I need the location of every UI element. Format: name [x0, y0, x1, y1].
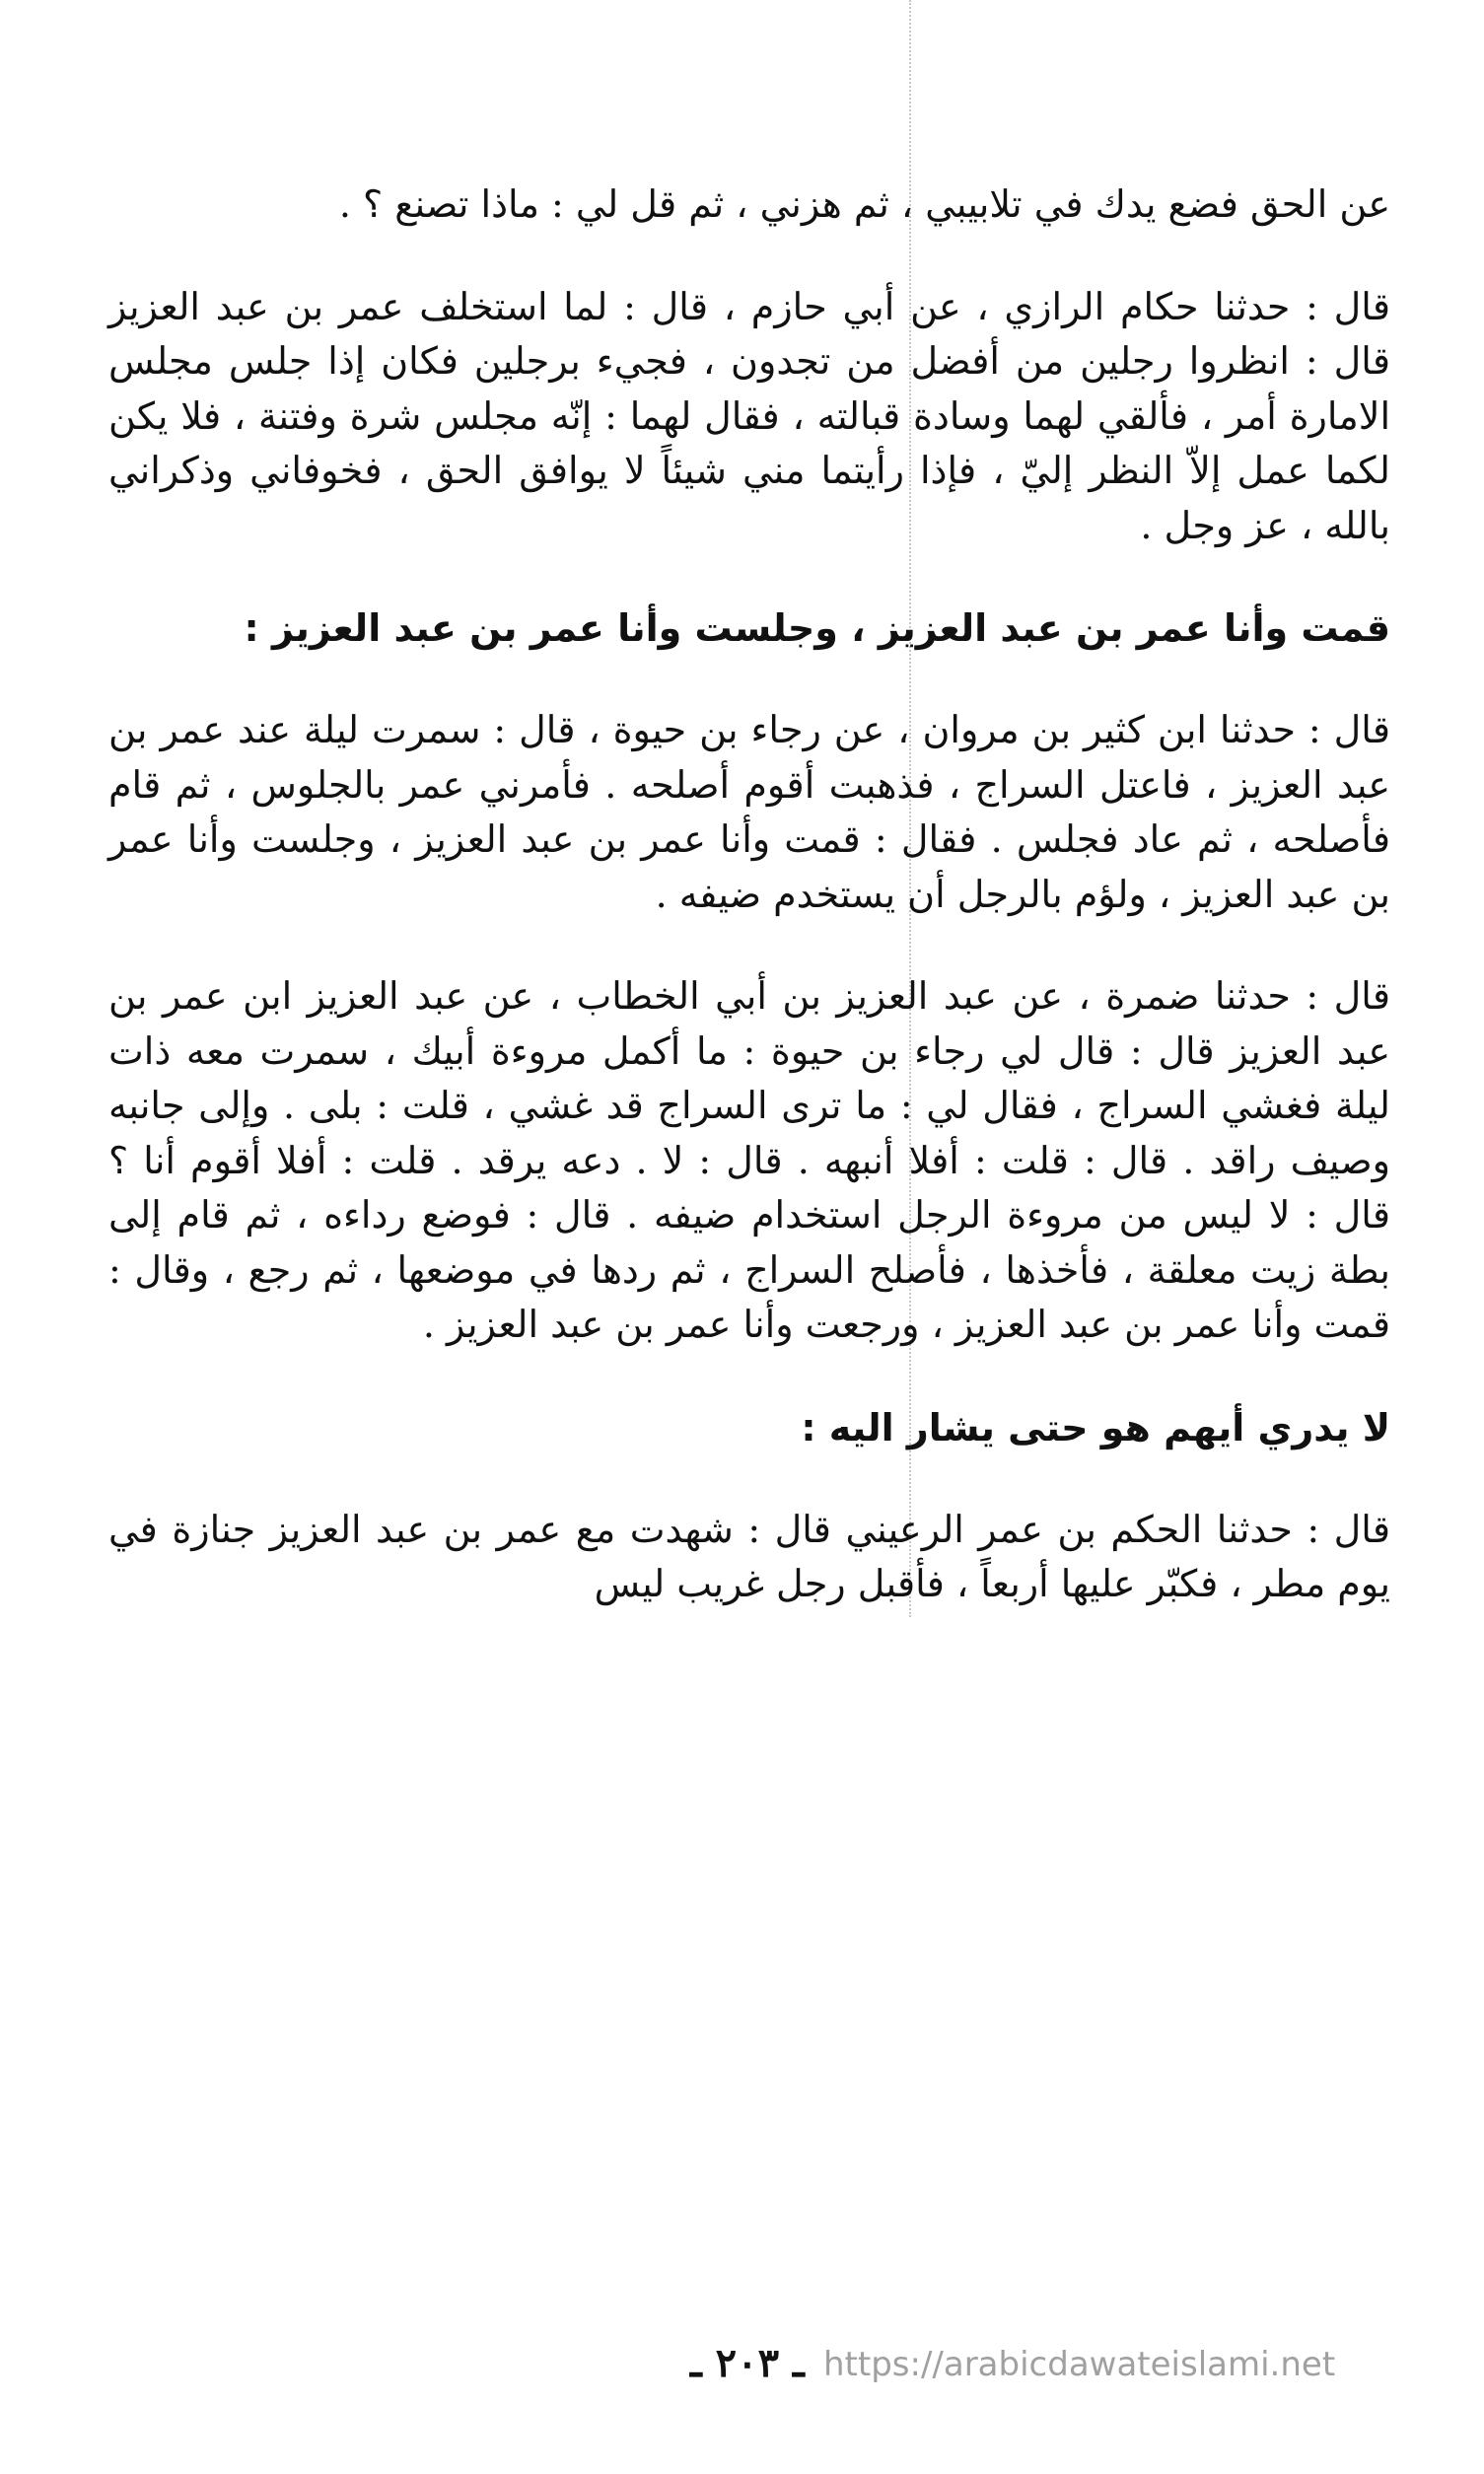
paragraph-5: قال : حدثنا الحكم بن عمر الرعيني قال : شهدت مع عمر بن عبد العزيز جنازة في يوم مطر ، فكبّر عليها أربعاً ، فأقبل رجل غريب ليس — [108, 1507, 1390, 1605]
paragraph-2: قال : حدثنا حكام الرازي ، عن أبي حازم ، قال : لما استخلف عمر بن عبد العزيز قال : انظروا رجلين من أفضل من تجدون ، فجيء برجلين فكان إذا جلس مجلس الامارة أمر ، فألقي لهما وسادة قبالته ، فقال لهما : إنّه مجلس شرة وفتنة ، فلا يكن لكما عمل إلاّ النظر إليّ ، فإذا رأيتما مني شيئاً لا يوافق الحق ، فخوفاني وذكراني بالله ، عز وجل . — [108, 284, 1390, 547]
section-heading-1: قمت وأنا عمر بن عبد العزيز ، وجلست وأنا عمر بن عبد العزيز : — [244, 606, 1390, 650]
paragraph-3: قال : حدثنا ابن كثير بن مروان ، عن رجاء بن حيوة ، قال : سمرت ليلة عند عمر بن عبد العزيز ، فاعتل السراج ، فذهبت أقوم أصلحه . فأمرني عمر بالجلوس ، ثم قام فأصلحه ، ثم عاد فجلس . فقال : قمت وأنا عمر بن عبد العزيز ، وجلست وأنا عمر بن عبد العزيز ، ولؤم بالرجل أن يستخدم ضيفه . — [108, 708, 1390, 916]
page-footer — [0, 2339, 1484, 2398]
page-body — [108, 177, 1390, 1612]
section-heading-2: لا يدري أيهم هو حتى يشار اليه : — [801, 1405, 1390, 1449]
paragraph-4: قال : حدثنا ضمرة ، عن عبد العزيز بن أبي الخطاب ، عن عبد العزيز ابن عمر بن عبد العزيز قال : قال لي رجاء بن حيوة : ما أكمل مروءة أبيك ، سمرت معه ذات ليلة فغشي السراج ، فقال لي : ما ترى السراج قد غشي ، قلت : بلى . وإلى جانبه وصيف راقد . قال : قلت : أفلا أنبهه . قال : لا . دعه يرقد . قلت : أفلا أقوم أنا ؟ قال : لا ليس من مروءة الرجل استخدام ضيفه . قال : فوضع رداءه ، ثم قام إلى بطة زيت معلقة ، فأخذها ، فأصلح السراج ، ثم ردها في موضعها ، ثم رجع ، وقال : قمت وأنا عمر بن عبد العزيز ، ورجعت وأنا عمر بن عبد العزيز . — [108, 974, 1390, 1346]
watermark-url[interactable]: https://arabicdawateislami.net — [823, 2345, 1336, 2384]
page-number: ـ ٢٠٣ ـ — [690, 2340, 805, 2386]
paragraph-1: عن الحق فضع يدك في تلابيبي ، ثم هزني ، ثم قل لي : ماذا تصنع ؟ . — [338, 182, 1390, 226]
